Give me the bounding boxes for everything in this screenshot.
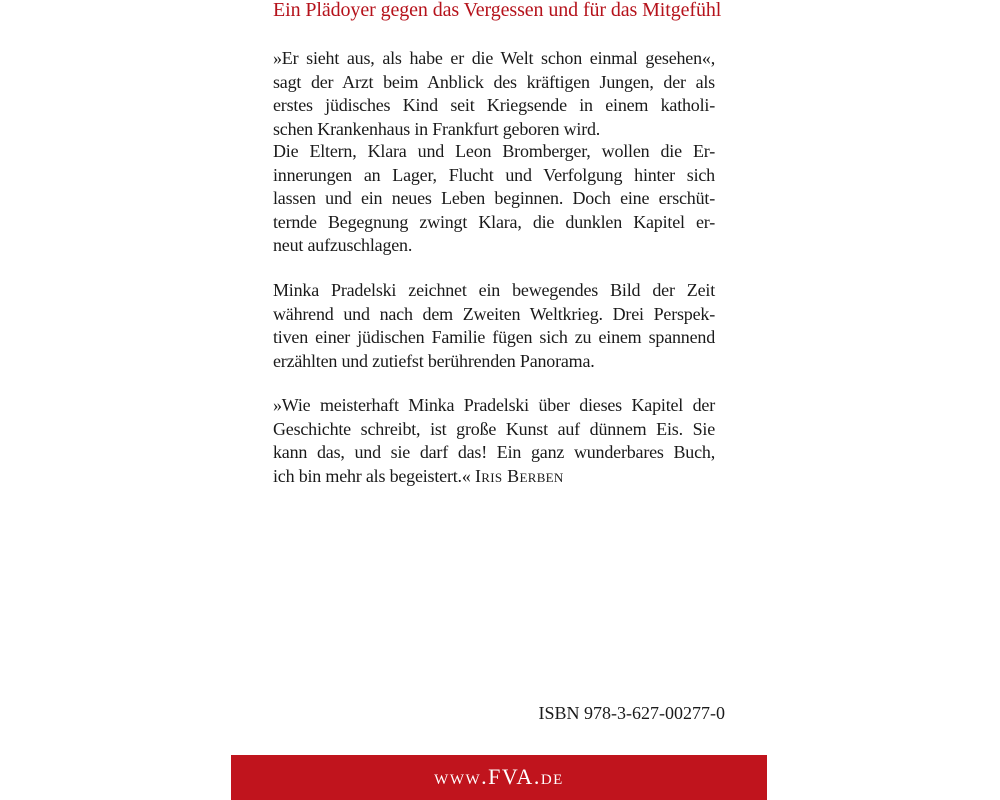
publisher-url[interactable]: www.FVA.de (434, 764, 564, 789)
text-line: Die Eltern, Klara und Leon Bromberger, wollen die Er- (273, 141, 715, 161)
text-line: sagt der Arzt beim Anblick des kräftigen Jungen, der als (273, 71, 715, 92)
text-line: lassen und ein neues Leben beginnen. Doch eine erschüt- (273, 188, 715, 208)
text-line: während und nach dem Zweiten Weltkrieg. Drei Perspek- (273, 303, 715, 324)
testimonial-quote (273, 394, 715, 488)
text-line: erstes jüdisches Kind seit Kriegsende in einem katholi- (273, 95, 715, 115)
text-line: innerungen an Lager, Flucht und Verfolgung hinter sich (273, 164, 715, 185)
tagline: Ein Plädoyer gegen das Vergessen und für das Mitgefühl (273, 0, 722, 21)
text-line: ternde Begegnung zwingt Klara, die dunklen Kapitel er- (273, 211, 715, 232)
text-line: neut aufzuschlagen. (273, 235, 413, 255)
text-line: kann das, und sie darf das! Ein ganz wunderbares Buch, (273, 442, 715, 462)
blurb-paragraph-3 (273, 279, 715, 373)
text-line: schen Krankenhaus in Frankfurt geboren wird. (273, 118, 601, 139)
quote-last-line: ich bin mehr als begeistert.« (273, 465, 471, 486)
text-line: Minka Pradelski zeichnet ein bewegendes Bild der Zeit (273, 280, 715, 300)
blurb-paragraph-2 (273, 140, 715, 258)
text-line: erzählten und zutiefst berührenden Panorama. (273, 350, 595, 371)
blurb-paragraph-1 (273, 47, 715, 141)
text-line: »Wie meisterhaft Minka Pradelski über dieses Kapitel der (273, 395, 715, 415)
text-line: Geschichte schreibt, ist große Kunst auf dünnem Eis. Sie (273, 418, 715, 439)
isbn: ISBN 978-3-627-00277-0 (538, 703, 725, 723)
back-cover (231, 0, 767, 800)
text-line (273, 465, 715, 489)
footer-bar (231, 755, 767, 800)
text-line: »Er sieht aus, als habe er die Welt schon einmal gesehen«, (273, 48, 715, 68)
quote-author: Iris Berben (474, 465, 564, 486)
text-line: tiven einer jüdischen Familie fügen sich zu einem spannend (273, 327, 715, 347)
